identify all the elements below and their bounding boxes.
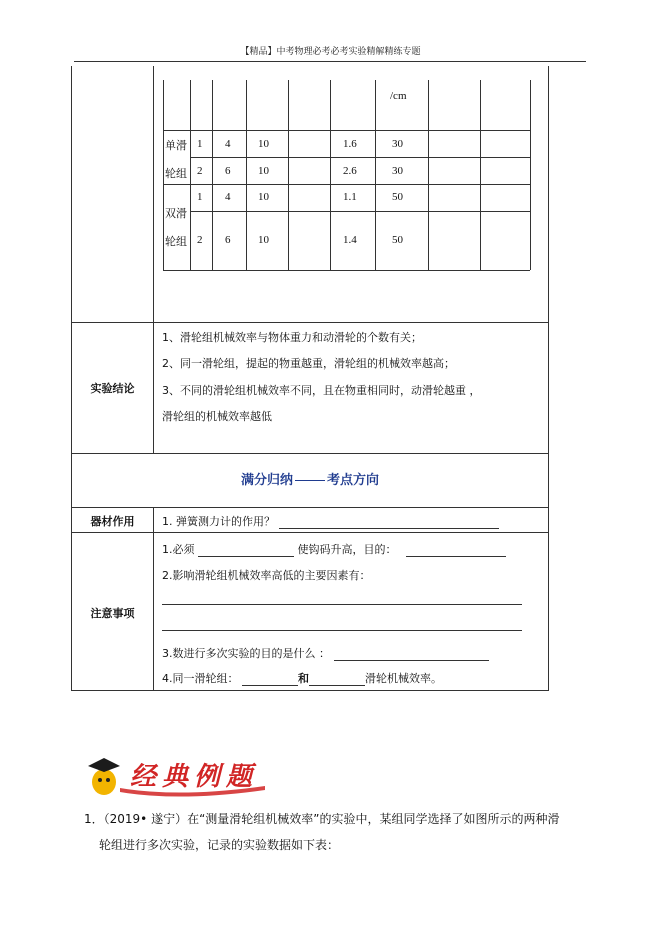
table-cell: 2.6 — [343, 165, 357, 177]
table-cell: 50 — [392, 234, 403, 246]
equipment-label: 器材作用 — [90, 515, 135, 528]
mascot-eye — [106, 778, 110, 782]
answer-line[interactable] — [162, 604, 522, 605]
experiment-table — [71, 66, 549, 691]
table-grid-line — [288, 80, 289, 270]
summary-title-dash — [295, 480, 325, 481]
table-cell: 30 — [392, 165, 403, 177]
table-grid-line — [163, 270, 530, 271]
table-cell: 1 — [197, 138, 203, 150]
notes-label: 注意事项 — [90, 607, 135, 620]
table-grid-line — [190, 157, 530, 158]
equipment-question — [162, 513, 499, 529]
notes-text: 使钩码升高，目的： — [297, 543, 397, 556]
notes-text: 1.必须 — [162, 543, 195, 556]
table-cell: 10 — [258, 234, 269, 246]
mascot-eye — [98, 778, 102, 782]
summary-title-right: 考点方向 — [327, 473, 380, 488]
table-cell: 10 — [258, 165, 269, 177]
group-label: 轮组 — [165, 235, 187, 248]
section-divider — [71, 532, 548, 533]
label-column-divider — [153, 507, 154, 691]
table-cell: 1 — [197, 191, 203, 203]
mascot-icon — [92, 769, 116, 795]
notes-text: 3.数进行多次实验的目的是什么 ： — [162, 647, 330, 660]
table-cell: 6 — [225, 165, 231, 177]
table-grid-line — [163, 130, 530, 131]
table-grid-line — [163, 80, 164, 270]
conclusion-line: 2、同一滑轮组，提起的物重越重，滑轮组的机械效率越高； — [162, 357, 455, 370]
conclusion-label: 实验结论 — [90, 382, 135, 395]
table-cell: 2 — [197, 165, 203, 177]
header-rule — [74, 61, 586, 62]
table-cell: 6 — [225, 234, 231, 246]
section-divider — [71, 453, 548, 454]
table-cell: 50 — [392, 191, 403, 203]
table-cell: 2 — [197, 234, 203, 246]
answer-blank[interactable] — [309, 673, 365, 686]
answer-line[interactable] — [162, 630, 522, 631]
notes-line-1 — [162, 541, 506, 557]
group-label: 轮组 — [165, 167, 187, 180]
table-grid-line — [480, 80, 481, 270]
answer-blank[interactable] — [279, 516, 499, 529]
notes-line-3 — [162, 645, 489, 661]
table-grid-line — [190, 80, 191, 270]
graduation-cap-icon — [88, 758, 120, 772]
table-grid-line — [212, 80, 213, 270]
group-label: 双滑 — [165, 207, 187, 220]
notes-line-4 — [162, 670, 442, 686]
notes-text: 4.同一滑轮组： — [162, 672, 239, 685]
notes-and: 和 — [298, 672, 309, 685]
label-column-divider — [153, 66, 154, 454]
table-grid-line — [190, 211, 530, 212]
table-grid-line — [163, 184, 530, 185]
table-cell: 1.6 — [343, 138, 357, 150]
equipment-question-text: 1. 弹簧测力计的作用？ — [162, 515, 275, 528]
group-label: 单滑 — [165, 139, 187, 152]
table-grid-line — [246, 80, 247, 270]
section-divider — [71, 322, 548, 323]
section-divider — [71, 507, 548, 508]
conclusion-line: 3、不同的滑轮组机械效率不同，且在物重相同时，动滑轮越重 ， — [162, 384, 481, 397]
table-grid-line — [375, 80, 376, 270]
answer-blank[interactable] — [334, 648, 489, 661]
summary-title — [72, 469, 548, 488]
conclusion-line: 1、滑轮组机械效率与物体重力和动滑轮的个数有关； — [162, 331, 422, 344]
notes-line-2: 2.影响滑轮组机械效率高低的主要因素有： — [162, 569, 371, 582]
answer-blank[interactable] — [406, 544, 506, 557]
conclusion-line: 滑轮组的机械效率越低 — [162, 410, 272, 423]
table-cell: 1.4 — [343, 234, 357, 246]
table-cell: 1.1 — [343, 191, 357, 203]
table-cell: 4 — [225, 191, 231, 203]
question-line-1: 1．（2019• 遂宁）在“测量滑轮组机械效率”的实验中，某组同学选择了如图所示的两种滑 — [84, 812, 560, 826]
answer-blank[interactable] — [198, 544, 294, 557]
table-cell: 4 — [225, 138, 231, 150]
table-cell: 30 — [392, 138, 403, 150]
answer-blank[interactable] — [242, 673, 298, 686]
unit-cell: /cm — [390, 90, 407, 102]
header-title: 【精品】中考物理必考必考实验精解精练专题 — [240, 47, 421, 57]
table-cell: 10 — [258, 138, 269, 150]
table-grid-line — [428, 80, 429, 270]
table-grid-line — [530, 80, 531, 270]
notes-text: 滑轮机械效率。 — [365, 672, 442, 685]
banner-title: 经典例题 — [130, 762, 259, 792]
table-grid-line — [330, 80, 331, 270]
table-cell: 10 — [258, 191, 269, 203]
question-line-2: 轮组进行多次实验，记录的实验数据如下表： — [99, 838, 340, 852]
summary-title-left: 满分归纳 — [240, 473, 293, 488]
